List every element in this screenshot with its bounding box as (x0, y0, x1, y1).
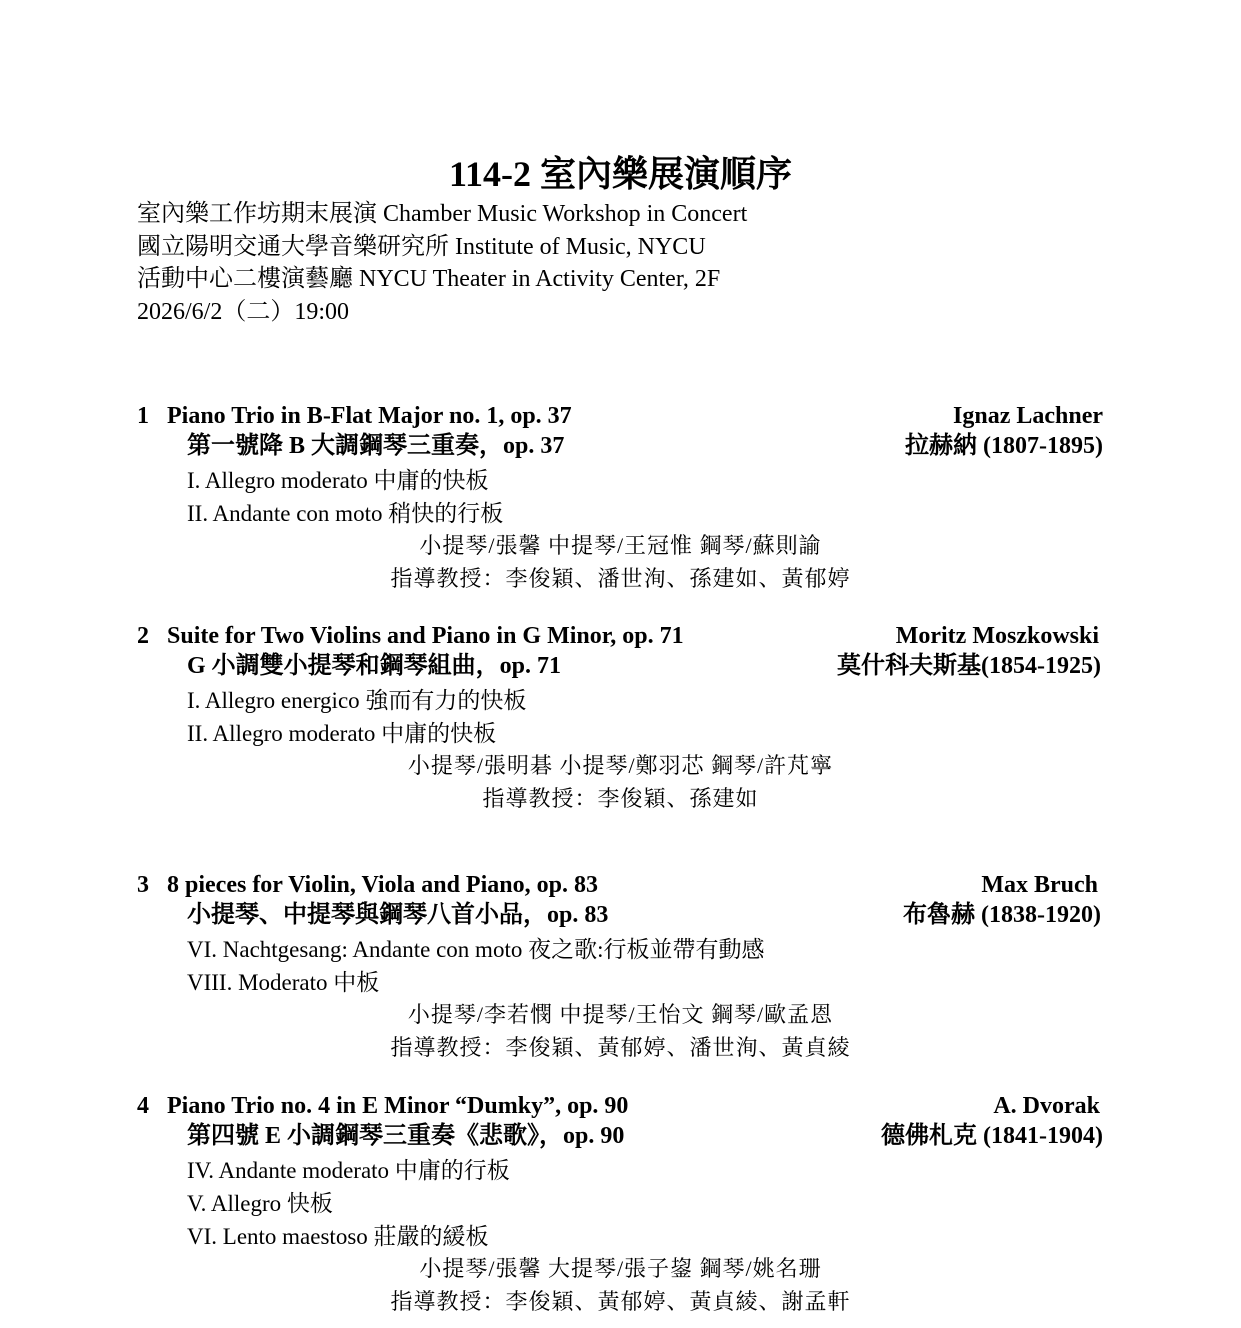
composer-en: Ignaz Lachner (953, 403, 1103, 429)
movement: IV. Andante moderato 中庸的行板 (187, 1158, 510, 1183)
coaches: 指導教授：李俊穎、潘世洵、孫建如、黃郁婷 (390, 565, 851, 591)
composer-en: Moritz Moszkowski (895, 623, 1099, 649)
piece-title-zh: 第四號 E 小調鋼琴三重奏《悲歌》，op. 90 (187, 1123, 625, 1149)
organizer: 國立陽明交通大學音樂研究所 Institute of Music, NYCU (137, 233, 706, 260)
program-title: 114-2 室內樂展演順序 (448, 154, 792, 194)
piece-title-zh: 小提琴、中提琴與鋼琴八首小品，op. 83 (187, 902, 609, 928)
performers: 小提琴/張明碁 小提琴/鄭羽芯 鋼琴/許芃寧 (407, 753, 834, 778)
movement: I. Allegro energico 強而有力的快板 (187, 688, 527, 713)
coaches: 指導教授：李俊穎、孫建如 (482, 785, 759, 811)
concert-info (137, 198, 747, 328)
movement: VI. Nachtgesang: Andante con moto 夜之歌:行板並帶有動感 (187, 937, 765, 962)
piece-title-zh: 第一號降 B 大調鋼琴三重奏，op. 37 (187, 433, 565, 459)
concert-name: 室內樂工作坊期末展演 Chamber Music Workshop in Concert (137, 201, 748, 227)
piece-title-en: Piano Trio no. 4 in E Minor “Dumky”, op. 90 (167, 1093, 629, 1119)
piece-title-en: 8 pieces for Violin, Viola and Piano, op. 83 (167, 872, 598, 898)
composer-en: Max Bruch (981, 872, 1098, 898)
piece-title-en: Suite for Two Violins and Piano in G Minor, op. 71 (167, 623, 684, 649)
coaches: 指導教授：李俊穎、黃郁婷、潘世洵、黃貞綾 (390, 1034, 851, 1060)
coaches: 指導教授：李俊穎、黃郁婷、黃貞綾、謝孟軒 (390, 1288, 851, 1314)
performers: 小提琴/張馨 中提琴/王冠惟 鋼琴/蘇則諭 (419, 533, 822, 558)
piece-title-zh: G 小調雙小提琴和鋼琴組曲，op. 71 (187, 653, 562, 679)
piece-4 (0, 1091, 1241, 1318)
date-time: 2026/6/2（二）19:00 (137, 298, 350, 325)
movement: II. Allegro moderato 中庸的快板 (187, 721, 497, 746)
piece-number: 1 (137, 403, 149, 429)
composer-zh: 布魯赫 (1838-1920) (903, 902, 1101, 928)
composer-zh: 拉赫納 (1807-1895) (905, 433, 1103, 459)
movement: I. Allegro moderato 中庸的快板 (187, 468, 489, 493)
performers: 小提琴/張馨 大提琴/張子鋆 鋼琴/姚名珊 (419, 1256, 822, 1281)
movement: V. Allegro 快板 (187, 1191, 333, 1216)
composer-zh: 德佛札克 (1841-1904) (881, 1123, 1103, 1149)
piece-number: 2 (137, 623, 149, 649)
piece-3 (0, 870, 1241, 1064)
piece-1 (0, 401, 1241, 595)
venue: 活動中心二樓演藝廳 NYCU Theater in Activity Center, 2F (137, 266, 721, 292)
movement: VIII. Moderato 中板 (187, 970, 380, 995)
piece-title-en: Piano Trio in B-Flat Major no. 1, op. 37 (167, 403, 572, 429)
performers: 小提琴/李若憫 中提琴/王怡文 鋼琴/歐孟恩 (407, 1002, 834, 1027)
movement: VI. Lento maestoso 莊嚴的緩板 (187, 1224, 489, 1249)
piece-2 (0, 621, 1241, 815)
composer-en: A. Dvorak (993, 1093, 1100, 1119)
composer-zh: 莫什科夫斯基(1854-1925) (837, 653, 1101, 679)
movement: II. Andante con moto 稍快的行板 (187, 501, 504, 526)
piece-number: 3 (137, 872, 149, 898)
piece-number: 4 (137, 1093, 149, 1119)
